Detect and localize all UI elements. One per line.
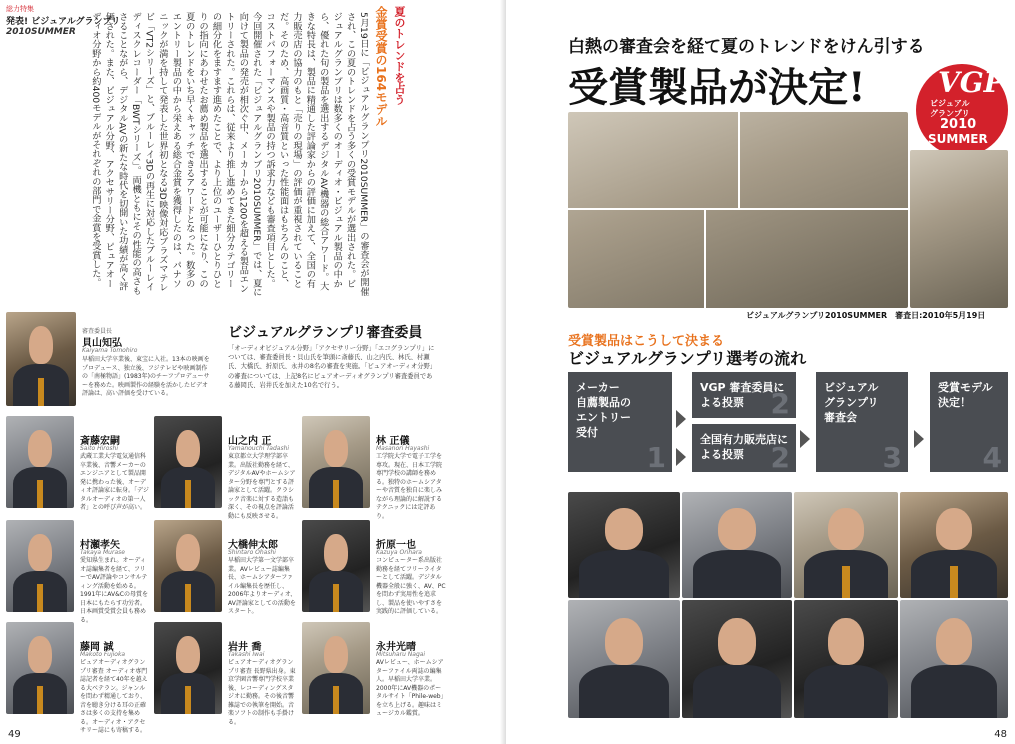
flow-step-label: 受賞モデル 決定！ [938,381,993,409]
flow-step-number: 3 [882,441,902,474]
member-roman: Masanori Hayashi [376,445,430,452]
flow-step-2 [692,372,796,418]
member-photo [302,520,370,612]
member-name: 林 正儀 [376,436,410,447]
series-title: 発表! ビジュアルグランプリ [6,17,121,27]
series-tag: 総力特集 [6,5,34,13]
chair-name: 貝山知弘 [82,338,122,349]
panel-title: ビジュアルグランプリ審査委員 [228,325,423,341]
photo-caption: ビジュアルグランプリ2010SUMMER 審査日:2010年5月19日 [746,311,986,320]
member-photo [154,416,222,508]
member-roman: Shintaro Ohashi [228,549,276,556]
flow-step-number: 2 [770,441,790,474]
member-photo [154,622,222,714]
chair-role: 審査委員長 [82,328,113,335]
member-bio: コンピューター系出版社勤務を経てフリーライターとして活躍。デジタル機器全般に強く、AV、PCを問わず実用性を追求し、製品を使いやすさを実践的に評価している。 [376,557,446,615]
flow-step-1 [568,372,672,472]
right-page [506,0,1015,744]
member-name: 藤岡 誠 [80,642,114,653]
page-number-right: 48 [994,729,1007,740]
member-photo [302,622,370,714]
member-roman: Yamanouchi Tadashi [228,445,290,452]
flow-step-label: 全国有力販売店に よる投票 [700,433,788,461]
chair-photo [6,312,76,406]
flow-step-number: 2 [770,387,790,420]
member-roman: Takashi Iwai [228,651,265,658]
member-roman: Takaya Murase [80,549,125,556]
flow-step-label: ビジュアル グランプリ 審査会 [824,381,879,424]
member-bio: 工学院大学で電子工学を専攻。現在、日本工学院専門学校の講師を務める。独特のホームシアターや音質を独自に楽しみながら理論的に解説するテクニックには定評あり。 [376,453,443,520]
flow-step-4 [816,372,908,472]
article-heading: 金賞受賞の164モデル [374,6,388,128]
vgp-line1: ビジュアル [930,99,970,108]
member-bio: ピュアオーディオグランプリ審査 オーディオ専門誌記者を経て40年を越える大ベテラン。ジャンルを問わず精通しており、音を聴き分ける耳の正確さは多くの支持を集める。オーディオ・アクセサリー誌にも寄稿する。 [80,659,148,734]
meeting-photo-right [910,150,1008,308]
member-photo [154,520,222,612]
flow-arrow-3 [800,430,810,448]
meeting-photo-collage [568,112,908,308]
flow-step-label: メーカー 自薦製品の エントリー 受付 [576,381,631,439]
member-photo [6,520,74,612]
page-number-left: 49 [8,729,21,740]
panel-description: 「オーディオビジュアル分野」「アクセサリー分野」「エコグランプリ」については、審査委員長・貝山氏を筆頭に斎藤氏、山之内氏、林氏、村瀬氏、大橋氏、折原氏、永井の8名の審査を実施。「ピュアオーディオ分野」の審査については、上記8名にピュアオーディオグランプリ審査委員である藤岡氏、岩井氏を加えた10名で行う。 [228,345,437,389]
member-name: 岩井 喬 [228,642,262,653]
member-roman: Saito Hiroshi [80,445,118,452]
vgp-logo-text: VGP [938,66,1005,99]
vgp-line2: グランプリ [930,109,970,118]
article-kicker: 夏のトレンドを占う [393,6,406,105]
judge-photo-collage [568,492,1008,718]
member-bio: 武蔵工業大学電気通信科卒業後、音響メーカーのエンジニアとして製品開発に携わった後、オーディオ評論家に転身。「デジタルオーディオの第一人者」との呼び声が高い。 [80,453,149,511]
flow-arrow-1 [676,410,686,428]
chair-bio: 早稲田大学卒業後、東宝に入社。13本の映画をプロデュース、独立後、フジテレビや映画制作の「南極物語」(1983年)のチーフプロデューサーを務めた。映画製作の経験を活かしたビデオ評論は、高い評価を受けている。 [82,356,210,397]
member-name: 村瀬孝矢 [80,540,120,551]
vgp-line3: 2010 [940,117,977,132]
member-roman: Makoto Fujioka [80,651,126,658]
headline-big: 受賞製品が決定! [568,64,866,111]
member-bio: ピュアオーディオグランプリ審査 長野県出身。東京学園音響専門学校卒業後、レコーディングスタジオに勤務。その後音響雑誌での執筆を開始。音楽ソフトの制作も手掛ける。 [228,659,296,726]
flow-step-5 [930,372,1008,472]
flow-title: ビジュアルグランプリ選考の流れ [568,349,807,368]
member-name: 山之内 正 [228,436,272,447]
member-name: 折原一也 [376,540,416,551]
vgp-line4: SUMMER [928,132,988,146]
series-sub: 2010SUMMER [6,27,76,37]
member-photo [6,416,74,508]
vgp-logo [916,64,1008,156]
member-name: 永井光晴 [376,642,416,653]
flow-step-number: 1 [646,441,666,474]
left-page [0,0,506,744]
member-bio: 愛知県生まれ。オーディオ誌編集者を経て、フリーでAV評論やコンサルティング活動を始める。1991年にAV&Cの母賞を日本にもたらす功労者。日本画賞受賞会員も務める。 [80,557,148,624]
headline-small: 白熱の審査会を経て夏のトレンドをけん引する [568,37,925,57]
chair-roman: Kaiyama Tomohiro [82,347,138,354]
member-bio: AVレビュー、ホームシアターファイル両誌の編集人。早稲田大学卒業。2000年にAV機器のポータルサイト「Phile-web」を立ち上げる。趣味はミュージカル鑑賞。 [376,659,444,717]
member-photo [302,416,370,508]
flow-step-number: 4 [982,441,1002,474]
flow-arrow-4 [914,430,924,448]
member-photo [6,622,74,714]
flow-kicker: 受賞製品はこうして決まる [568,334,725,349]
member-name: 斎藤宏嗣 [80,436,120,447]
flow-arrow-2 [676,448,686,466]
member-name: 大橋伸太郎 [228,540,278,551]
member-roman: Mitsuharu Nagai [376,651,426,658]
member-bio: 東京都立大学理学部卒業。出版社勤務を経て、デジタルAVやホームシアター分野を専門とする評論家として活躍。クラシック音楽に対する造詣も深く、その視点を評論活動にも反映させる。 [228,453,296,520]
article-body: 5月19日に「ビジュアルグランプリ2010SUMMER」の審査会が開催され、この夏のトレンドを占う多くの受賞モデルが選出された。ビジュアルグランプリは数多くのオーディオ・ビジュアル製品の中から、優れた旬の製品を選出するデジタルAV機器の総合アワード。大きな特長は、製品に精通した評論家からの評価に加えて、全国の有力販売店の協力のもと「売りの現場」の評価が重視されていることだ。そのため、高画質・高音質といった性能面はもちろんのこと、コストパフォーマンスや製品の持つ訴求力なども審査項目とした。今回開催された「ビジュアルグランプリ2010SUMMER」では、夏に向けて製品の発売が相次ぐ中、メーカーから1200を超える製品エントリーされた。これらは、従来より推し進めてきた細分カテゴリーの細分化をますます進めたことで、より上位のユーザーひとりひとりの指向にあわせたお薦め製品を選出することが可能になり、この夏のトレンドをいち早くキャッチできるアワードとなった。数多のエントリー製品の中から栄えある総合金賞を獲得したのは、パナソニックが満を持して発表した世界初となる3D映像対応プラズマテレビ「VT2シリーズ」と、ブルーレイ3Dの再生に対応したブルーレイディスクレコーダー「BWTシリーズ」。両機ともにその性能の高さもさることながら、デジタルAVの新たな時代を切開いた功績が高く評価された。また、ビジュアル分野、アクセサリー分野、ピュアオーディオ分野から約400モデルがそれぞれの部門で金賞を受賞した。 [89,12,369,297]
flow-step-label: VGP 審査委員に よる投票 [700,381,785,409]
member-bio: 早稲田大学第一文学部卒業。AVレビュー誌編集長、ホームシアターファイル編集長を歴任し、2006年よりオーディオ、AV評論家としての活動をスタート。 [228,557,297,615]
member-roman: Kazuya Orihara [376,549,422,556]
flow-step-3 [692,424,796,472]
